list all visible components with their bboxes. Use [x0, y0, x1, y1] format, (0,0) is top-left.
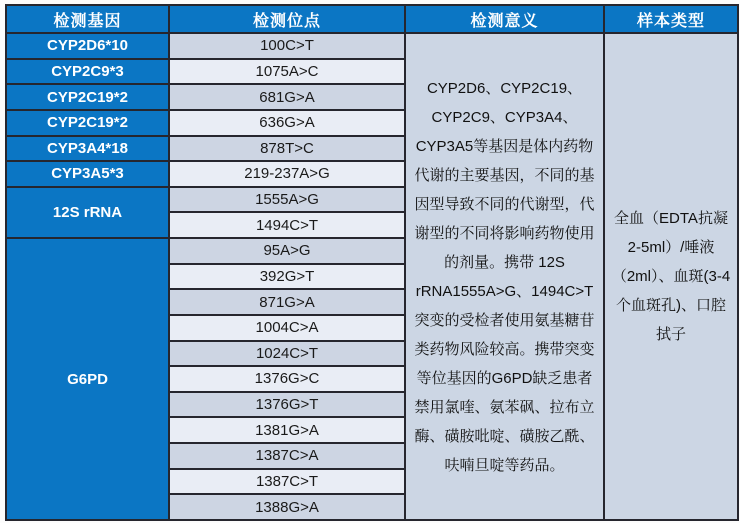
site-cell: 219-237A>G — [169, 161, 405, 187]
site-cell: 1494C>T — [169, 212, 405, 238]
gene-test-table — [5, 4, 739, 521]
site-cell: 1381G>A — [169, 417, 405, 443]
site-cell: 1387C>T — [169, 469, 405, 495]
site-cell: 1555A>G — [169, 187, 405, 213]
site-cell: 871G>A — [169, 289, 405, 315]
site-cell: 392G>T — [169, 264, 405, 290]
site-cell: 100C>T — [169, 33, 405, 59]
significance-cell: CYP2D6、CYP2C19、CYP2C9、CYP3A4、CYP3A5等基因是体内药物代谢的主要基因，不同的基因型导致不同的代谢型，代谢型的不同将影响药物使用的剂量。携带 12S rRNA1555A>G、1494C>T突变的受检者使用氨基糖苷类药物风险较高。携带突变等位基因的G6PD缺乏患者禁用氯喹、氨苯砜、拉布立酶、磺胺吡啶、磺胺乙酰、呋喃旦啶等药品。 — [405, 33, 604, 520]
gene-cell: 12S rRNA — [6, 187, 169, 238]
gene-cell: CYP2C9*3 — [6, 59, 169, 85]
site-cell: 95A>G — [169, 238, 405, 264]
site-cell: 878T>C — [169, 136, 405, 162]
site-cell: 1024C>T — [169, 341, 405, 367]
gene-cell: G6PD — [6, 238, 169, 520]
header-site: 检测位点 — [169, 5, 405, 33]
site-cell: 1075A>C — [169, 59, 405, 85]
gene-cell: CYP3A4*18 — [6, 136, 169, 162]
site-cell: 1387C>A — [169, 443, 405, 469]
gene-cell: CYP2D6*10 — [6, 33, 169, 59]
header-sample: 样本类型 — [604, 5, 738, 33]
gene-cell: CYP2C19*2 — [6, 110, 169, 136]
gene-cell: CYP2C19*2 — [6, 84, 169, 110]
header-gene: 检测基因 — [6, 5, 169, 33]
header-row — [6, 5, 738, 33]
site-cell: 681G>A — [169, 84, 405, 110]
site-cell: 636G>A — [169, 110, 405, 136]
gene-cell: CYP3A5*3 — [6, 161, 169, 187]
site-cell: 1376G>C — [169, 366, 405, 392]
table-row — [6, 33, 738, 59]
header-significance: 检测意义 — [405, 5, 604, 33]
site-cell: 1388G>A — [169, 494, 405, 520]
site-cell: 1376G>T — [169, 392, 405, 418]
sample-type-cell: 全血（EDTA抗凝2-5ml）/唾液（2ml）、血斑(3-4个血斑孔)、口腔拭子 — [604, 33, 738, 520]
site-cell: 1004C>A — [169, 315, 405, 341]
